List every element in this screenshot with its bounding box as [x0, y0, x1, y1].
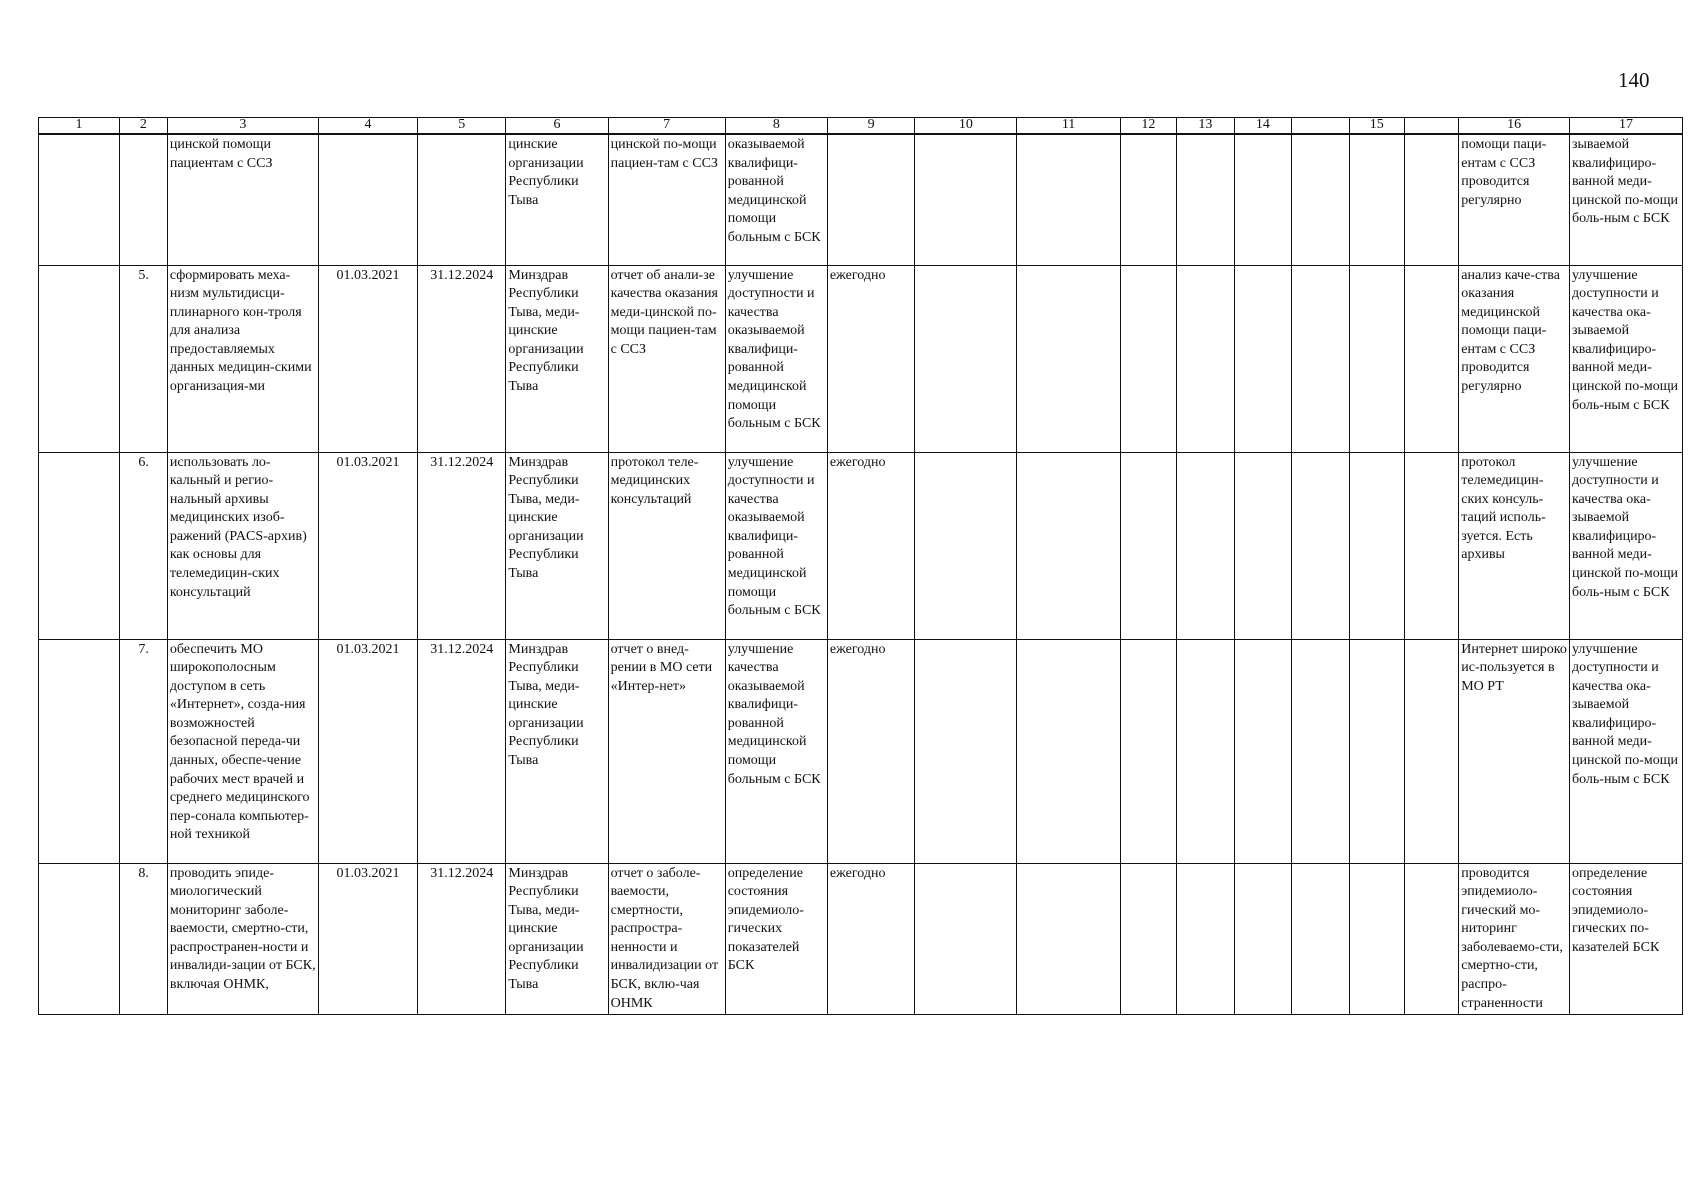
cell-empty [1177, 452, 1234, 639]
cell-empty [1120, 134, 1176, 265]
cell-result: улучшение доступности и качества оказываемой квалифици-рованной медицинской помощи больным с БСК [725, 452, 827, 639]
cell-number: 5. [119, 265, 167, 452]
cell-empty [915, 134, 1017, 265]
cell-status: Интернет широко ис-пользуется в МО РТ [1459, 639, 1570, 863]
cell-responsible: цинские организации Республики Тыва [506, 134, 608, 265]
cell-start-date: 01.03.2021 [319, 452, 418, 639]
cell-end-date: 31.12.2024 [418, 863, 506, 1015]
header-cell: 4 [319, 118, 418, 135]
cell-empty [1234, 863, 1291, 1015]
cell-number: 7. [119, 639, 167, 863]
cell-empty [1234, 639, 1291, 863]
cell-activity: сформировать меха-низм мультидисци-плинарного кон-троля для анализа предоставляемых данных медицин-скими организация-ми [167, 265, 318, 452]
cell-end-date: 31.12.2024 [418, 452, 506, 639]
cell-report: отчет о заболе-ваемости, смертности, распростра-ненности и инвалидизации от БСК, вклю-чая ОНМК [608, 863, 725, 1015]
cell-empty [1120, 452, 1176, 639]
cell-empty [1017, 134, 1120, 265]
cell-report: отчет о внед-рении в МО сети «Интер-нет» [608, 639, 725, 863]
cell-start-date: 01.03.2021 [319, 639, 418, 863]
cell-empty [1404, 265, 1458, 452]
cell-frequency: ежегодно [827, 452, 914, 639]
header-cell: 13 [1177, 118, 1234, 135]
cell-result: определение состояния эпидемиоло-гических показателей БСК [725, 863, 827, 1015]
cell-activity: обеспечить МО широкополосным доступом в сеть «Интернет», созда-ния возможностей безопасной переда-чи данных, обеспе-чение рабочих мест врачей и среднего медицинского пер-сонала компьютер-ной техникой [167, 639, 318, 863]
header-cell: 6 [506, 118, 608, 135]
cell-empty [1292, 639, 1349, 863]
cell-empty [1292, 134, 1349, 265]
cell-result: оказываемой квалифици-рованной медицинской помощи больным с БСК [725, 134, 827, 265]
cell-empty [1292, 863, 1349, 1015]
cell-col1 [39, 265, 120, 452]
cell-start-date [319, 134, 418, 265]
header-cell [1404, 118, 1458, 135]
cell-outcome: определение состояния эпидемиоло-гических по-казателей БСК [1569, 863, 1682, 1015]
cell-col1 [39, 639, 120, 863]
cell-empty [1292, 265, 1349, 452]
cell-empty [1177, 639, 1234, 863]
cell-empty [1292, 452, 1349, 639]
cell-col1 [39, 452, 120, 639]
cell-col1 [39, 863, 120, 1015]
cell-status: протокол телемедицин-ских консуль-таций исполь-зуется. Есть архивы [1459, 452, 1570, 639]
cell-outcome: улучшение доступности и качества ока-зываемой квалифициро-ванной меди-цинской по-мощи боль-ным с БСК [1569, 639, 1682, 863]
cell-empty [1234, 265, 1291, 452]
header-cell: 2 [119, 118, 167, 135]
cell-responsible: Минздрав Республики Тыва, меди-цинские организации Республики Тыва [506, 863, 608, 1015]
cell-end-date [418, 134, 506, 265]
header-cell: 14 [1234, 118, 1291, 135]
header-cell: 9 [827, 118, 914, 135]
cell-empty [1349, 452, 1404, 639]
header-cell: 17 [1569, 118, 1682, 135]
table-row [39, 452, 1683, 639]
cell-empty [1177, 265, 1234, 452]
table-row [39, 265, 1683, 452]
cell-empty [1017, 265, 1120, 452]
cell-end-date: 31.12.2024 [418, 639, 506, 863]
cell-number: 8. [119, 863, 167, 1015]
cell-report: отчет об анали-зе качества оказания меди-цинской по-мощи пациен-там с ССЗ [608, 265, 725, 452]
header-cell: 1 [39, 118, 120, 135]
cell-outcome: улучшение доступности и качества ока-зываемой квалифициро-ванной меди-цинской по-мощи боль-ным с БСК [1569, 265, 1682, 452]
page-number: 140 [1618, 68, 1650, 92]
cell-result: улучшение доступности и качества оказываемой квалифици-рованной медицинской помощи больным с БСК [725, 265, 827, 452]
plan-table [38, 117, 1683, 1015]
header-cell: 5 [418, 118, 506, 135]
cell-empty [915, 863, 1017, 1015]
header-cell: 11 [1017, 118, 1120, 135]
cell-status: проводится эпидемиоло-гический мо-ниторинг заболеваемо-сти, смертно-сти, распро-страненности [1459, 863, 1570, 1015]
cell-activity: цинской помощи пациентам с ССЗ [167, 134, 318, 265]
cell-report: протокол теле-медицинских консультаций [608, 452, 725, 639]
header-cell [1292, 118, 1349, 135]
table-row [39, 134, 1683, 265]
header-cell: 16 [1459, 118, 1570, 135]
cell-frequency: ежегодно [827, 863, 914, 1015]
cell-status: анализ каче-ства оказания медицинской помощи паци-ентам с ССЗ проводится регулярно [1459, 265, 1570, 452]
cell-empty [915, 639, 1017, 863]
cell-col1 [39, 134, 120, 265]
cell-activity: использовать ло-кальный и регио-нальный архивы медицинских изоб-ражений (PACS-архив) как основы для телемедицин-ских консультаций [167, 452, 318, 639]
cell-empty [1017, 639, 1120, 863]
cell-empty [1017, 863, 1120, 1015]
cell-empty [915, 265, 1017, 452]
cell-empty [1177, 134, 1234, 265]
cell-number [119, 134, 167, 265]
cell-number: 6. [119, 452, 167, 639]
cell-empty [1349, 639, 1404, 863]
cell-empty [1404, 452, 1458, 639]
cell-empty [1404, 639, 1458, 863]
cell-empty [1404, 863, 1458, 1015]
cell-empty [1234, 134, 1291, 265]
header-row [39, 118, 1683, 135]
cell-empty [1017, 452, 1120, 639]
cell-empty [1349, 863, 1404, 1015]
cell-status: помощи паци-ентам с ССЗ проводится регулярно [1459, 134, 1570, 265]
cell-frequency: ежегодно [827, 639, 914, 863]
header-cell: 10 [915, 118, 1017, 135]
cell-empty [1349, 134, 1404, 265]
cell-frequency: ежегодно [827, 265, 914, 452]
cell-start-date: 01.03.2021 [319, 863, 418, 1015]
cell-result: улучшение качества оказываемой квалифици-рованной медицинской помощи больным с БСК [725, 639, 827, 863]
header-cell: 8 [725, 118, 827, 135]
header-cell: 7 [608, 118, 725, 135]
cell-responsible: Минздрав Республики Тыва, меди-цинские организации Республики Тыва [506, 265, 608, 452]
cell-empty [1177, 863, 1234, 1015]
cell-empty [1404, 134, 1458, 265]
header-cell: 12 [1120, 118, 1176, 135]
header-cell: 3 [167, 118, 318, 135]
cell-responsible: Минздрав Республики Тыва, меди-цинские организации Республики Тыва [506, 452, 608, 639]
cell-empty [1120, 265, 1176, 452]
cell-empty [915, 452, 1017, 639]
cell-empty [1234, 452, 1291, 639]
cell-frequency [827, 134, 914, 265]
cell-outcome: улучшение доступности и качества ока-зываемой квалифициро-ванной меди-цинской по-мощи боль-ным с БСК [1569, 452, 1682, 639]
cell-empty [1349, 265, 1404, 452]
cell-report: цинской по-мощи пациен-там с ССЗ [608, 134, 725, 265]
cell-activity: проводить эпиде-миологический мониторинг заболе-ваемости, смертно-сти, распространен-ности и инвалиди-зации от БСК, включая ОНМК, [167, 863, 318, 1015]
table-row [39, 863, 1683, 1015]
header-cell: 15 [1349, 118, 1404, 135]
cell-start-date: 01.03.2021 [319, 265, 418, 452]
cell-outcome: зываемой квалифициро-ванной меди-цинской по-мощи боль-ным с БСК [1569, 134, 1682, 265]
cell-empty [1120, 863, 1176, 1015]
cell-end-date: 31.12.2024 [418, 265, 506, 452]
table-row [39, 639, 1683, 863]
cell-empty [1120, 639, 1176, 863]
cell-responsible: Минздрав Республики Тыва, меди-цинские организации Республики Тыва [506, 639, 608, 863]
